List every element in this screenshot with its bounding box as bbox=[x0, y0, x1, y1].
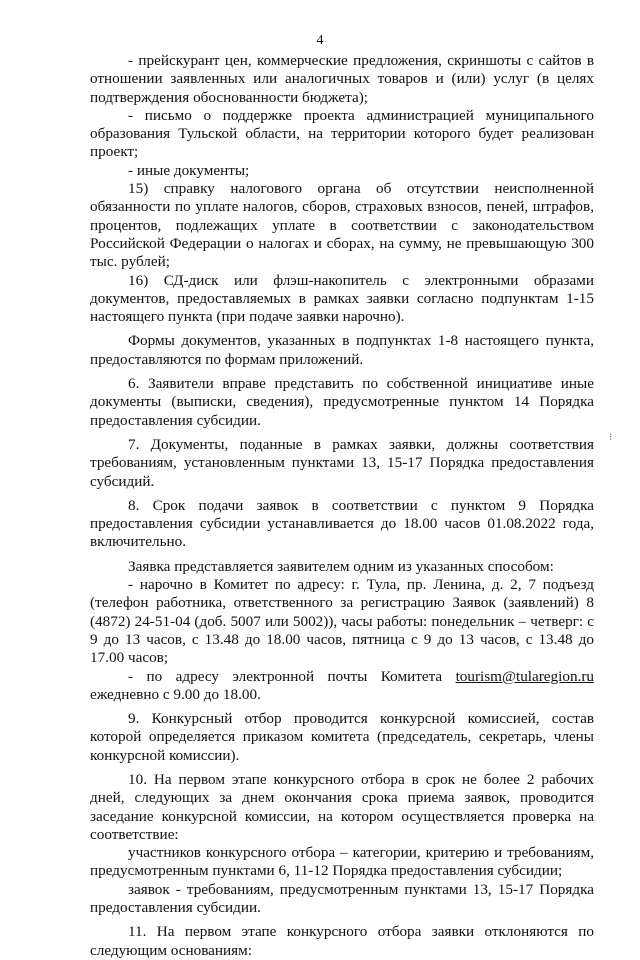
other-documents-item: - иные документы; bbox=[128, 161, 250, 179]
document-body bbox=[90, 52, 594, 960]
email-link[interactable]: tourism@tularegion.ru bbox=[455, 667, 594, 685]
forms-paragraph: Формы документов, указанных в подпунктах 1-8 настоящего пункта, предоставляются по формам приложений. bbox=[90, 332, 594, 368]
submission-methods-intro: Заявка представляется заявителем одним из указанных способом: bbox=[128, 557, 554, 575]
digital-media-item: 16) СД-диск или флэш-накопитель с электронными образами документов, предоставляемых в рамках заявки согласно подпунктам 1-15 настоящего пункта (при подаче заявки нарочно). bbox=[90, 271, 594, 326]
support-letter-item: - письмо о поддержке проекта администрацией муниципального образования Тульской области, на территории которого будет реализован проект; bbox=[90, 106, 594, 161]
page-number: 4 bbox=[316, 33, 324, 48]
email-submission bbox=[90, 668, 594, 705]
tax-certificate-item: 15) справку налогового органа об отсутствии неисполненной обязанности по уплате налогов, сборов, страховых взносов, пеней, штрафов, процентов, подлежащих уплате в соответствии с законодательством Российской Федерации о налогах и сборах, на сумму, не превышающую 300 тыс. рублей; bbox=[90, 180, 594, 271]
email-suffix: ежедневно с 9.00 до 18.00. bbox=[90, 685, 261, 703]
clause-7: 7. Документы, поданные в рамках заявки, должны соответствия требованиям, установленным пунктами 13, 15-17 Порядка предоставления субсидий. bbox=[90, 435, 594, 490]
clause-9: 9. Конкурсный отбор проводится конкурсной комиссией, состав которой определяется приказом комитета (председатель, секретарь, члены конкурсной комиссии). bbox=[90, 710, 594, 764]
clause-8: 8. Срок подачи заявок в соответствии с пунктом 9 Порядка предоставления субсидии устанавливается до 18.00 часов 01.08.2022 года, включительно. bbox=[90, 496, 594, 551]
participants-check: участников конкурсного отбора – категории, критерию и требованиям, предусмотренным пунктами 6, 11-12 Порядка предоставления субсидии; bbox=[90, 844, 594, 880]
clause-11: 11. На первом этапе конкурсного отбора заявки отклоняются по следующим основаниям: bbox=[90, 923, 594, 959]
in-person-submission: - нарочно в Комитет по адресу: г. Тула, пр. Ленина, д. 2, 7 подъезд (телефон работника, ответственного за регистрацию Заявок (заявлений) 8 (4872) 24-51-04 (доб. 5007 или 5002)), часы работы: понедельник – четверг: с 9 до 13 часов, с 13.48 до 18.00 часов, пятница с 9 до 13 часов, с 13.48 до 17.00 часов; bbox=[90, 576, 594, 667]
email-prefix: - по адресу электронной почты Комитета bbox=[128, 667, 456, 685]
applications-check: заявок - требованиям, предусмотренным пунктами 13, 15-17 Порядка предоставления субсидии. bbox=[90, 880, 594, 917]
clause-10: 10. На первом этапе конкурсного отбора в срок не более 2 рабочих дней, следующих за днем окончания срока приема заявок, проводится заседание конкурсной комиссии, на котором осуществляется проверка на соответствие: bbox=[90, 770, 594, 843]
margin-mark: ⁝ bbox=[609, 432, 613, 443]
clause-6: 6. Заявители вправе представить по собственной инициативе иные документы (выписки, сведения), предусмотренные пунктом 14 Порядка предоставления субсидии. bbox=[90, 375, 594, 429]
price-list-item: - прейскурант цен, коммерческие предложения, скриншоты с сайтов в отношении заявленных или аналогичных товаров и (или) услуг (в целях подтверждения обоснованности бюджета); bbox=[90, 52, 594, 106]
